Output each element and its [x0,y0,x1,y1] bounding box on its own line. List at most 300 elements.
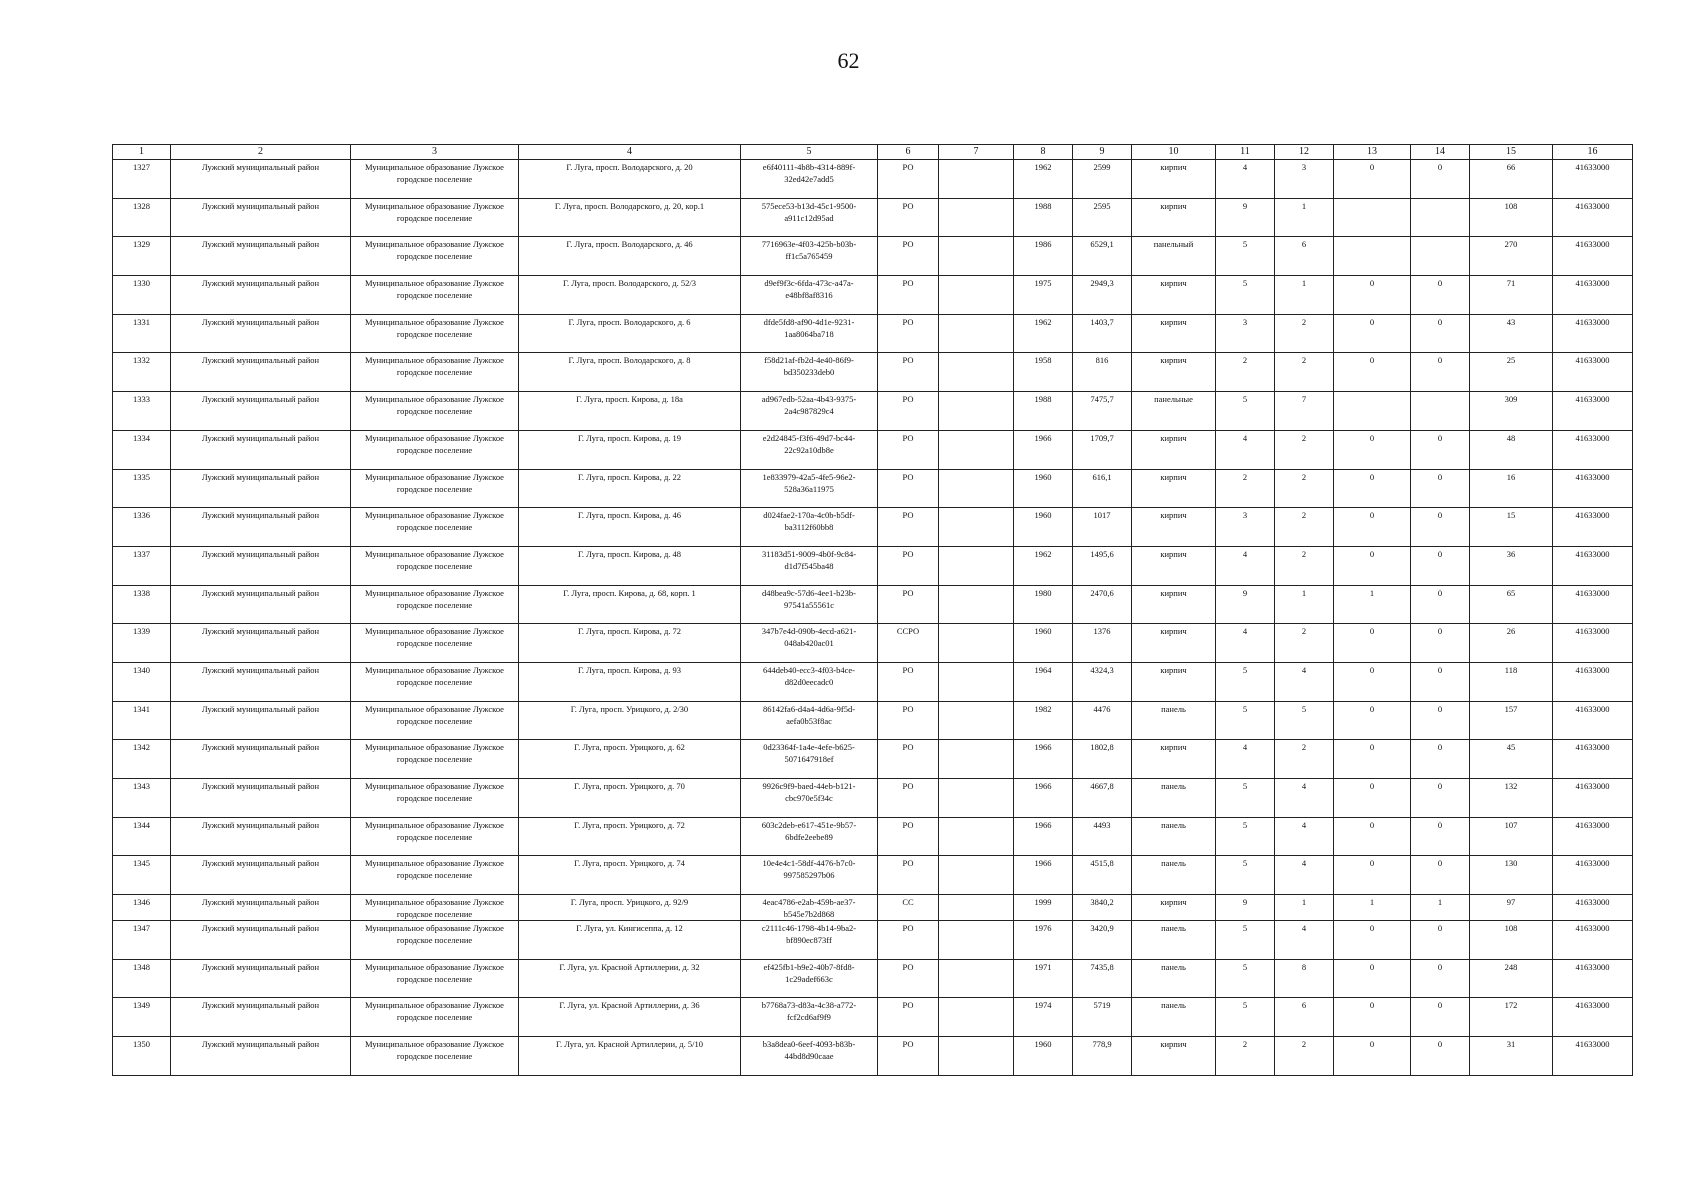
table-cell: РО [878,314,939,353]
table-cell: 616,1 [1073,469,1132,508]
table-cell: 41633000 [1553,921,1633,960]
table-cell: f58d21af-fb2d-4e40-86f9-bd350233deb0 [741,353,878,392]
table-cell: 6 [1275,998,1334,1037]
table-cell: 3420,9 [1073,921,1132,960]
column-header: 3 [351,145,519,160]
table-cell: ef425fb1-b9e2-40b7-8fd8-1c29adef663c [741,959,878,998]
table-cell: панельный [1132,237,1216,276]
table-cell: Лужский муниципальный район [171,624,351,663]
table-cell: 31 [1470,1037,1553,1076]
table-cell: 0 [1411,624,1470,663]
table-cell: Г. Луга, просп. Кирова, д. 19 [519,430,741,469]
table-row [113,817,1633,856]
table-cell: 1333 [113,392,171,431]
table-cell: 0 [1411,701,1470,740]
table-cell [939,740,1014,779]
table-cell: b7768a73-d83a-4c38-a772-fcf2cd6af9f9 [741,998,878,1037]
table-cell: 1338 [113,585,171,624]
table-cell [939,430,1014,469]
column-header: 12 [1275,145,1334,160]
table-cell: 1962 [1014,314,1073,353]
table-cell: 2 [1275,508,1334,547]
table-cell: Г. Луга, ул. Кингисеппа, д. 12 [519,921,741,960]
table-cell: панель [1132,921,1216,960]
table-cell: 4 [1275,856,1334,895]
table-cell: РО [878,276,939,315]
table-cell: 9 [1216,585,1275,624]
table-cell: 4324,3 [1073,662,1132,701]
table-cell: 7 [1275,392,1334,431]
table-cell: 41633000 [1553,392,1633,431]
table-cell: 0 [1334,817,1411,856]
table-cell: 1341 [113,701,171,740]
table-cell [939,921,1014,960]
table-cell: Муниципальное образование Лужское городское поселение [351,585,519,624]
table-cell: 1403,7 [1073,314,1132,353]
table-cell: 1342 [113,740,171,779]
table-cell: Г. Луга, просп. Кирова, д. 72 [519,624,741,663]
table-cell: 1 [1334,585,1411,624]
table-row [113,546,1633,585]
table-cell: 26 [1470,624,1553,663]
table-cell: 107 [1470,817,1553,856]
table-cell [939,959,1014,998]
table-cell: Муниципальное образование Лужское городское поселение [351,160,519,199]
table-cell: Лужский муниципальный район [171,740,351,779]
table-row [113,1037,1633,1076]
table-cell [939,314,1014,353]
table-cell: 1330 [113,276,171,315]
table-cell: Г. Луга, просп. Кирова, д. 46 [519,508,741,547]
table-cell: 15 [1470,508,1553,547]
table-row [113,624,1633,663]
column-header: 14 [1411,145,1470,160]
table-cell: 1709,7 [1073,430,1132,469]
table-cell: 2 [1275,624,1334,663]
table-cell: Муниципальное образование Лужское городское поселение [351,546,519,585]
table-cell: 0 [1334,624,1411,663]
table-cell: Муниципальное образование Лужское городское поселение [351,921,519,960]
table-cell: РО [878,662,939,701]
table-cell: 1 [1411,895,1470,921]
table-row [113,198,1633,237]
table-cell: Муниципальное образование Лужское городское поселение [351,959,519,998]
table-cell: Лужский муниципальный район [171,817,351,856]
table-cell: 1346 [113,895,171,921]
table-cell: 1958 [1014,353,1073,392]
table-cell: 2 [1275,1037,1334,1076]
table-cell: панельные [1132,392,1216,431]
table-cell: 9926c9f9-baed-44eb-b121-cbc970e5f34c [741,779,878,818]
table-cell [1334,392,1411,431]
table-cell: кирпич [1132,353,1216,392]
table-cell: 31183d51-9009-4b0f-9c84-d1d7f545ba48 [741,546,878,585]
table-cell [939,856,1014,895]
table-cell: Г. Луга, просп. Володарского, д. 8 [519,353,741,392]
table-cell: 1 [1275,585,1334,624]
table-cell: РО [878,921,939,960]
table-row [113,508,1633,547]
table-row [113,237,1633,276]
table-cell: кирпич [1132,1037,1216,1076]
table-cell: 9 [1216,198,1275,237]
table-cell: 1327 [113,160,171,199]
table-cell: 41633000 [1553,779,1633,818]
table-cell: 0 [1411,469,1470,508]
table-cell: 4 [1216,624,1275,663]
table-cell: РО [878,701,939,740]
table-cell: 1495,6 [1073,546,1132,585]
table-cell: кирпич [1132,314,1216,353]
table-cell [939,508,1014,547]
column-header: 5 [741,145,878,160]
table-cell: Лужский муниципальный район [171,959,351,998]
table-cell: 1960 [1014,1037,1073,1076]
table-cell: 41633000 [1553,353,1633,392]
table-cell: 36 [1470,546,1553,585]
table-cell: 1 [1275,198,1334,237]
table-cell: 5 [1216,392,1275,431]
table-cell: 108 [1470,198,1553,237]
table-cell: 1331 [113,314,171,353]
table-cell: Г. Луга, просп. Володарского, д. 20 [519,160,741,199]
table-cell: 1348 [113,959,171,998]
table-cell: Муниципальное образование Лужское городское поселение [351,392,519,431]
table-cell: 5 [1216,921,1275,960]
table-cell: 0 [1334,314,1411,353]
table-row [113,353,1633,392]
table-cell: 1980 [1014,585,1073,624]
table-cell: РО [878,585,939,624]
table-cell: 41633000 [1553,1037,1633,1076]
table-cell: РО [878,508,939,547]
table-cell: 1017 [1073,508,1132,547]
table-cell: Муниципальное образование Лужское городское поселение [351,430,519,469]
table-cell: Г. Луга, просп. Кирова, д. 18а [519,392,741,431]
table-cell: 0 [1334,662,1411,701]
table-cell [939,469,1014,508]
table-cell: 1966 [1014,817,1073,856]
table-cell: 41633000 [1553,998,1633,1037]
table-cell: Муниципальное образование Лужское городское поселение [351,469,519,508]
table-cell: ad967edb-52aa-4b43-9375-2a4c987829c4 [741,392,878,431]
table-cell: 6 [1275,237,1334,276]
table-cell: 4eac4786-e2ab-459b-ae37-b545e7b2d868 [741,895,878,921]
header-row [113,145,1633,160]
table-row [113,392,1633,431]
table-cell: 1e833979-42a5-4fe5-96e2-528a36a11975 [741,469,878,508]
table-row [113,856,1633,895]
table-cell: 248 [1470,959,1553,998]
table-cell: 1328 [113,198,171,237]
table-cell: 41633000 [1553,314,1633,353]
table-cell: dfde5fd8-af90-4d1e-9231-1aa8064ba718 [741,314,878,353]
table-cell: 0 [1411,430,1470,469]
table-cell: Муниципальное образование Лужское городское поселение [351,856,519,895]
housing-registry-table [112,144,1633,1076]
table-cell: кирпич [1132,469,1216,508]
table-cell: 97 [1470,895,1553,921]
table-cell: Лужский муниципальный район [171,921,351,960]
table-cell: 1960 [1014,624,1073,663]
table-cell: Г. Луга, просп. Урицкого, д. 62 [519,740,741,779]
column-header: 7 [939,145,1014,160]
table-cell: 1962 [1014,160,1073,199]
column-header: 2 [171,145,351,160]
table-row [113,585,1633,624]
table-cell: 3840,2 [1073,895,1132,921]
table-cell [939,998,1014,1037]
table-cell: Муниципальное образование Лужское городское поселение [351,198,519,237]
table-cell: РО [878,160,939,199]
table-cell: 0 [1411,856,1470,895]
table-row [113,895,1633,921]
table-cell: e2d24845-f3f6-49d7-bc44-22c92a10db8e [741,430,878,469]
table-cell: c2111c46-1798-4b14-9ba2-bf890ec873ff [741,921,878,960]
table-cell [939,546,1014,585]
column-header: 8 [1014,145,1073,160]
table-cell: 1340 [113,662,171,701]
table-cell [939,701,1014,740]
table-cell: 2 [1275,353,1334,392]
table-cell: 1976 [1014,921,1073,960]
table-cell: 5 [1275,701,1334,740]
table-cell: Лужский муниципальный район [171,856,351,895]
table-cell: Г. Луга, просп. Урицкого, д. 2/30 [519,701,741,740]
table-cell: 4476 [1073,701,1132,740]
column-header: 13 [1334,145,1411,160]
table-cell: 7435,8 [1073,959,1132,998]
table-cell: 65 [1470,585,1553,624]
table-cell: 41633000 [1553,160,1633,199]
table-cell: 0 [1334,921,1411,960]
table-cell: Лужский муниципальный район [171,779,351,818]
table-cell: 9 [1216,895,1275,921]
table-cell: 2 [1275,740,1334,779]
table-cell: 4 [1275,662,1334,701]
table-cell: Лужский муниципальный район [171,1037,351,1076]
table-row [113,276,1633,315]
table-cell: РО [878,237,939,276]
table-cell: 1339 [113,624,171,663]
table-cell [939,1037,1014,1076]
table-cell: кирпич [1132,198,1216,237]
table-cell: 7716963e-4f03-425b-b03b-ff1c5a765459 [741,237,878,276]
table-cell: 0 [1411,740,1470,779]
table-cell: 7475,7 [1073,392,1132,431]
table-cell: 0 [1411,276,1470,315]
table-cell: 16 [1470,469,1553,508]
table-cell: b3a8dea0-6eef-4093-b83b-44bd8d90caae [741,1037,878,1076]
table-cell: 130 [1470,856,1553,895]
table-cell: панель [1132,959,1216,998]
table-cell: РО [878,392,939,431]
table-cell: 6529,1 [1073,237,1132,276]
table-cell: 1960 [1014,508,1073,547]
table-row [113,160,1633,199]
table-cell: 1349 [113,998,171,1037]
table-cell: 0 [1334,276,1411,315]
table-cell: 2 [1216,1037,1275,1076]
table-cell: d48bea9c-57d6-4ee1-b23b-97541a55561c [741,585,878,624]
table-cell: 45 [1470,740,1553,779]
table-cell: Г. Луга, просп. Урицкого, д. 70 [519,779,741,818]
table-cell: Лужский муниципальный район [171,998,351,1037]
table-cell: Г. Луга, ул. Красной Артиллерии, д. 32 [519,959,741,998]
table-cell: 1802,8 [1073,740,1132,779]
table-cell: 0d23364f-1a4e-4efe-b625-5071647918ef [741,740,878,779]
table-cell: 4493 [1073,817,1132,856]
table-cell: 86142fa6-d4a4-4d6a-9f5d-aefa0b53f8ac [741,701,878,740]
table-cell: панель [1132,701,1216,740]
table-cell: 41633000 [1553,895,1633,921]
table-cell: 0 [1334,160,1411,199]
table-cell [1411,237,1470,276]
table-cell: 2 [1275,430,1334,469]
table-cell: Лужский муниципальный район [171,392,351,431]
table-cell: кирпич [1132,662,1216,701]
table-cell: 5 [1216,662,1275,701]
table-cell: РО [878,740,939,779]
table-cell: 1343 [113,779,171,818]
table-cell: 347b7e4d-090b-4ecd-a621-048ab420ac01 [741,624,878,663]
table-cell: 1 [1334,895,1411,921]
table-cell: панель [1132,779,1216,818]
table-cell: кирпич [1132,624,1216,663]
column-header: 9 [1073,145,1132,160]
table-cell: 41633000 [1553,624,1633,663]
table-cell: 4 [1275,921,1334,960]
table-cell: 10e4e4c1-58df-4476-b7c0-997585297b06 [741,856,878,895]
table-cell: РО [878,817,939,856]
table-cell: 1334 [113,430,171,469]
table-cell [939,237,1014,276]
table-cell: кирпич [1132,895,1216,921]
table-row [113,779,1633,818]
table-cell [939,276,1014,315]
table-cell: 118 [1470,662,1553,701]
table-cell: 0 [1411,779,1470,818]
table-cell: Муниципальное образование Лужское городское поселение [351,1037,519,1076]
table-cell: 1376 [1073,624,1132,663]
table-cell: 4515,8 [1073,856,1132,895]
table-cell: Муниципальное образование Лужское городское поселение [351,740,519,779]
table-cell: 0 [1411,998,1470,1037]
table-cell: 4 [1275,779,1334,818]
table-cell: Лужский муниципальный район [171,314,351,353]
column-header: 4 [519,145,741,160]
table-cell: СС [878,895,939,921]
table-cell: 1345 [113,856,171,895]
table-cell: Г. Луга, просп. Володарского, д. 46 [519,237,741,276]
column-header: 6 [878,145,939,160]
table-cell: 1344 [113,817,171,856]
table-cell: Г. Луга, просп. Урицкого, д. 74 [519,856,741,895]
table-cell: 0 [1334,701,1411,740]
table-cell: РО [878,469,939,508]
table-cell: 5 [1216,237,1275,276]
table-cell: кирпич [1132,276,1216,315]
table-cell: 1962 [1014,546,1073,585]
table-cell: 0 [1334,508,1411,547]
table-cell: Лужский муниципальный район [171,546,351,585]
table-cell: Муниципальное образование Лужское городское поселение [351,817,519,856]
table-cell: 0 [1334,959,1411,998]
table-cell: 5 [1216,959,1275,998]
table-cell: 41633000 [1553,276,1633,315]
table-cell: 5 [1216,701,1275,740]
table-cell: Г. Луга, просп. Володарского, д. 52/3 [519,276,741,315]
table-cell: 1966 [1014,779,1073,818]
table-cell: Муниципальное образование Лужское городское поселение [351,314,519,353]
table-cell: 0 [1334,856,1411,895]
table-cell: кирпич [1132,740,1216,779]
table-cell: 0 [1334,779,1411,818]
table-cell: Муниципальное образование Лужское городское поселение [351,895,519,921]
table-cell: Лужский муниципальный район [171,276,351,315]
table-cell: 2 [1275,469,1334,508]
table-cell: 0 [1411,921,1470,960]
table-cell: Лужский муниципальный район [171,662,351,701]
table-cell: 2 [1216,469,1275,508]
table-cell: 1336 [113,508,171,547]
table-cell: 0 [1411,508,1470,547]
table-cell: 132 [1470,779,1553,818]
table-cell: 1335 [113,469,171,508]
table-cell: 309 [1470,392,1553,431]
table-cell: 25 [1470,353,1553,392]
table-cell [939,392,1014,431]
table-cell: 0 [1334,469,1411,508]
table-cell: 41633000 [1553,198,1633,237]
table-cell: 1332 [113,353,171,392]
table-cell: 1966 [1014,430,1073,469]
table-cell: панель [1132,817,1216,856]
table-cell: 2949,3 [1073,276,1132,315]
table-cell: РО [878,959,939,998]
table-cell: Г. Луга, просп. Кирова, д. 93 [519,662,741,701]
table-cell [939,895,1014,921]
table-cell: 0 [1411,160,1470,199]
table-cell: Г. Луга, ул. Красной Артиллерии, д. 36 [519,998,741,1037]
table-cell: 48 [1470,430,1553,469]
column-header: 11 [1216,145,1275,160]
table-cell: Лужский муниципальный район [171,895,351,921]
table-cell: кирпич [1132,585,1216,624]
table-cell: 8 [1275,959,1334,998]
table-cell: 4 [1216,160,1275,199]
table-cell: 43 [1470,314,1553,353]
table-cell: 0 [1334,1037,1411,1076]
table-cell: 5 [1216,779,1275,818]
table-cell: РО [878,198,939,237]
table-cell: Муниципальное образование Лужское городское поселение [351,998,519,1037]
table-cell: 778,9 [1073,1037,1132,1076]
table-cell: 0 [1334,353,1411,392]
table-cell: 41633000 [1553,508,1633,547]
table-cell: 0 [1411,817,1470,856]
table-cell: 0 [1411,546,1470,585]
table-cell: 0 [1334,998,1411,1037]
table-cell: Лужский муниципальный район [171,508,351,547]
table-row [113,430,1633,469]
table-cell: 41633000 [1553,430,1633,469]
table-cell: 644deb40-ecc3-4f03-b4ce-d82d0eecadc0 [741,662,878,701]
table-row [113,921,1633,960]
table-cell [939,817,1014,856]
table-cell: Г. Луга, просп. Урицкого, д. 72 [519,817,741,856]
table-cell: e6f40111-4b8b-4314-889f-32ed42e7add5 [741,160,878,199]
